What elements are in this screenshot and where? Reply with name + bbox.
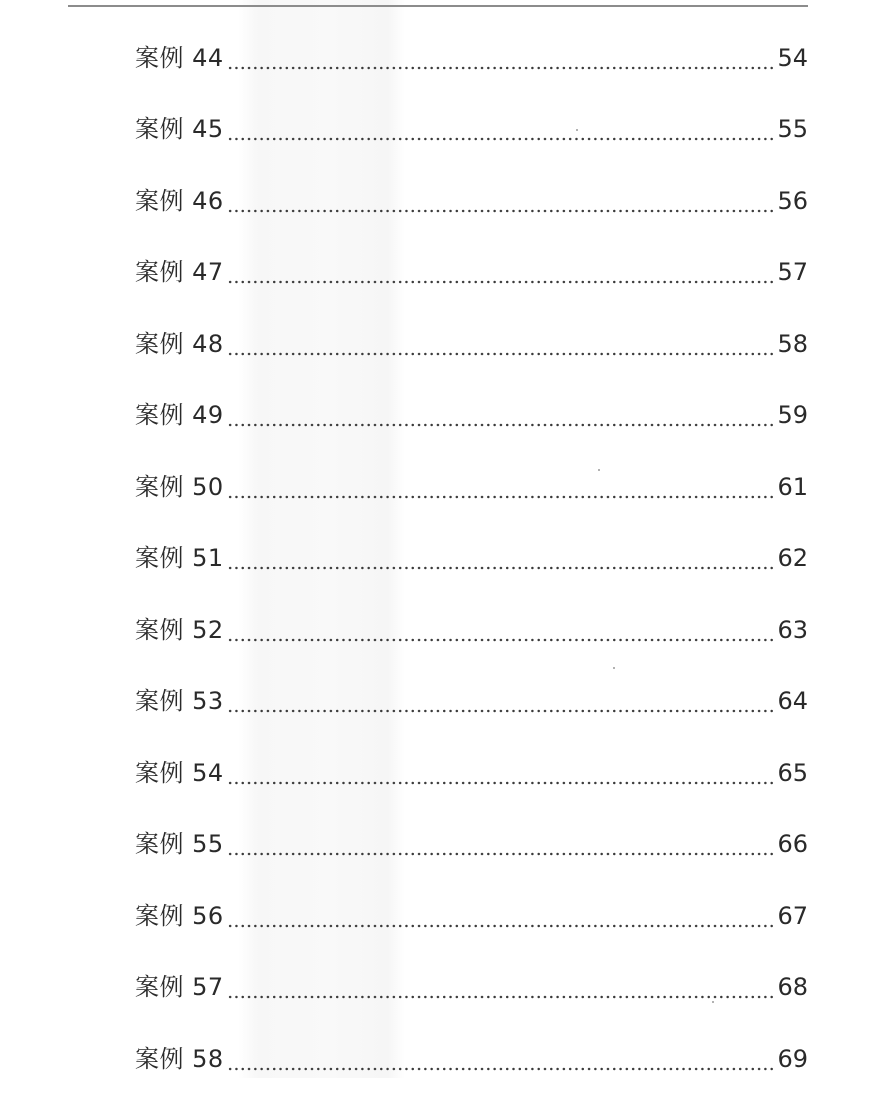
dot-leader xyxy=(227,709,776,713)
dot-leader xyxy=(227,209,776,213)
toc-entry xyxy=(135,594,808,666)
toc-entry-page-number: 56 xyxy=(777,186,808,215)
dot-leader xyxy=(227,566,776,570)
toc-entry-title: 案例 51 xyxy=(135,544,224,573)
toc-entry xyxy=(135,666,808,738)
dot-leader xyxy=(227,495,776,499)
toc-entry-title: 案例 53 xyxy=(135,687,224,716)
toc-entry xyxy=(135,22,808,94)
dot-leader xyxy=(227,924,776,928)
toc-entry xyxy=(135,737,808,809)
toc-entry xyxy=(135,237,808,309)
toc-entry-title: 案例 57 xyxy=(135,973,224,1002)
toc-entry-page-number: 57 xyxy=(777,258,808,287)
toc-entry-title: 案例 50 xyxy=(135,472,224,501)
toc-entry xyxy=(135,94,808,166)
dot-leader xyxy=(227,781,776,785)
toc-entry-title: 案例 48 xyxy=(135,329,224,358)
toc-entry-page-number: 62 xyxy=(777,544,808,573)
toc-entry xyxy=(135,880,808,952)
dot-leader xyxy=(227,66,776,70)
dot-leader xyxy=(227,352,776,356)
toc-entry-title: 案例 56 xyxy=(135,901,224,930)
toc-entry-title: 案例 47 xyxy=(135,258,224,287)
toc-entry xyxy=(135,523,808,595)
dot-leader xyxy=(227,137,776,141)
toc-entry-page-number: 66 xyxy=(777,830,808,859)
toc-entry-page-number: 69 xyxy=(777,1044,808,1073)
toc-entry-title: 案例 44 xyxy=(135,43,224,72)
toc-entry-title: 案例 54 xyxy=(135,758,224,787)
toc-entry-title: 案例 45 xyxy=(135,115,224,144)
toc-entry-page-number: 55 xyxy=(777,115,808,144)
header-rule xyxy=(68,5,808,7)
dot-leader xyxy=(227,852,776,856)
dot-leader xyxy=(227,280,776,284)
toc-entry-page-number: 61 xyxy=(777,472,808,501)
toc-entry-title: 案例 52 xyxy=(135,615,224,644)
toc-entry xyxy=(135,1023,808,1095)
toc-entry-page-number: 65 xyxy=(777,758,808,787)
toc-entry-title: 案例 46 xyxy=(135,186,224,215)
toc-entry xyxy=(135,451,808,523)
table-of-contents xyxy=(135,22,808,1095)
toc-entry-title: 案例 49 xyxy=(135,401,224,430)
toc-entry xyxy=(135,809,808,881)
toc-entry-page-number: 63 xyxy=(777,615,808,644)
toc-entry xyxy=(135,380,808,452)
toc-entry-page-number: 68 xyxy=(777,973,808,1002)
dot-leader xyxy=(227,1067,776,1071)
toc-entry xyxy=(135,952,808,1024)
dot-leader xyxy=(227,638,776,642)
toc-entry-page-number: 58 xyxy=(777,329,808,358)
toc-entry-page-number: 64 xyxy=(777,687,808,716)
toc-entry xyxy=(135,165,808,237)
paper-speck xyxy=(613,667,615,669)
dot-leader xyxy=(227,995,776,999)
paper-speck xyxy=(598,469,600,471)
dot-leader xyxy=(227,423,776,427)
paper-speck xyxy=(576,129,578,131)
toc-entry-title: 案例 58 xyxy=(135,1044,224,1073)
toc-entry xyxy=(135,308,808,380)
toc-entry-page-number: 54 xyxy=(777,43,808,72)
toc-entry-page-number: 59 xyxy=(777,401,808,430)
toc-entry-title: 案例 55 xyxy=(135,830,224,859)
toc-entry-page-number: 67 xyxy=(777,901,808,930)
paper-speck xyxy=(712,1001,714,1003)
